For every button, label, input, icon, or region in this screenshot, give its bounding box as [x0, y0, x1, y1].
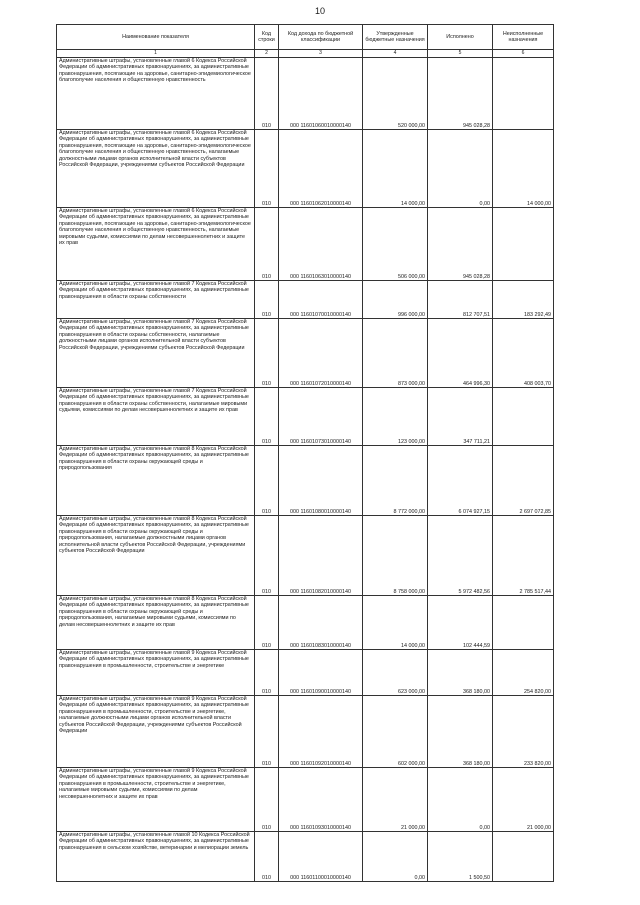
executed-amount: 368 180,00 [428, 696, 493, 768]
table-row [57, 319, 554, 388]
approved-amount: 873 000,00 [363, 319, 428, 388]
unexecuted-amount: 183 292,49 [493, 281, 554, 319]
income-code: 000 11601070010000140 [279, 281, 363, 319]
executed-amount: 347 711,21 [428, 388, 493, 446]
unexecuted-amount: 408 003,70 [493, 319, 554, 388]
executed-amount: 945 028,28 [428, 58, 493, 130]
table-row [57, 446, 554, 516]
unexecuted-amount [493, 596, 554, 650]
executed-amount: 0,00 [428, 130, 493, 208]
line-code: 010 [255, 446, 279, 516]
table-row [57, 832, 554, 882]
line-code: 010 [255, 58, 279, 130]
income-code: 000 11601083010000140 [279, 596, 363, 650]
approved-amount: 602 000,00 [363, 696, 428, 768]
approved-amount: 0,00 [363, 832, 428, 882]
table-row [57, 130, 554, 208]
unexecuted-amount: 233 820,00 [493, 696, 554, 768]
header-approved: Утвержденные бюджетные назначения [363, 25, 428, 50]
unexecuted-amount: 14 000,00 [493, 130, 554, 208]
indicator-name: Административные штрафы, установленные главой 6 Кодекса Российской Федерации об административных правонарушениях, за административные правонарушения, посягающие на здоровье, санитарно-эпидемиологическое благополучие населения и общественную нравственность, налагаемые должностными лицами органов исполнительной власти субъектов Российской Федерации, учреждениями субъектов Российской Федерации [57, 130, 255, 208]
line-code: 010 [255, 319, 279, 388]
approved-amount: 8 772 000,00 [363, 446, 428, 516]
table-row [57, 650, 554, 696]
header-executed: Исполнено [428, 25, 493, 50]
line-code: 010 [255, 516, 279, 596]
column-number: 5 [428, 50, 493, 58]
column-number-row [57, 50, 554, 58]
executed-amount: 102 444,59 [428, 596, 493, 650]
column-number: 4 [363, 50, 428, 58]
line-code: 010 [255, 768, 279, 832]
unexecuted-amount [493, 208, 554, 281]
page-number: 10 [314, 6, 325, 16]
executed-amount: 6 074 927,15 [428, 446, 493, 516]
indicator-name: Административные штрафы, установленные главой 9 Кодекса Российской Федерации об административных правонарушениях, за административные правонарушения в промышленности, строительстве и энергетике [57, 650, 255, 696]
executed-amount: 464 996,30 [428, 319, 493, 388]
executed-amount: 1 500,50 [428, 832, 493, 882]
unexecuted-amount [493, 388, 554, 446]
unexecuted-amount: 2 697 072,85 [493, 446, 554, 516]
approved-amount: 14 000,00 [363, 130, 428, 208]
income-code: 000 11601062010000140 [279, 130, 363, 208]
indicator-name: Административные штрафы, установленные главой 8 Кодекса Российской Федерации об административных правонарушениях, за административные правонарушения в области охраны окружающей среды и природопользования, налагаемые должностными лицами органов исполнительной власти субъектов Российской Федерации, учреждениями субъектов Российской Федерации [57, 516, 255, 596]
income-code: 000 11601063010000140 [279, 208, 363, 281]
approved-amount: 623 000,00 [363, 650, 428, 696]
indicator-name: Административные штрафы, установленные главой 8 Кодекса Российской Федерации об административных правонарушениях, за административные правонарушения в области охраны окружающей среды и природопользования [57, 446, 255, 516]
executed-amount: 0,00 [428, 768, 493, 832]
indicator-name: Административные штрафы, установленные главой 8 Кодекса Российской Федерации об административных правонарушениях, за административные правонарушения в области охраны окружающей среды и природопользования, налагаемые мировыми судьями, комиссиями по делам несовершеннолетних и защите их прав [57, 596, 255, 650]
unexecuted-amount [493, 58, 554, 130]
budget-report-table [56, 24, 554, 882]
indicator-name: Административные штрафы, установленные главой 7 Кодекса Российской Федерации об административных правонарушениях, за административные правонарушения в области охраны собственности [57, 281, 255, 319]
header-name: Наименование показателя [57, 25, 255, 50]
executed-amount: 368 180,00 [428, 650, 493, 696]
column-number: 3 [279, 50, 363, 58]
column-number: 1 [57, 50, 255, 58]
unexecuted-amount: 2 785 517,44 [493, 516, 554, 596]
indicator-name: Административные штрафы, установленные главой 9 Кодекса Российской Федерации об административных правонарушениях, за административные правонарушения в промышленности, строительстве и энергетике, налагаемые мировыми судьями, комиссиями по делам несовершеннолетних и защите их прав [57, 768, 255, 832]
approved-amount: 21 000,00 [363, 768, 428, 832]
approved-amount: 506 000,00 [363, 208, 428, 281]
approved-amount: 8 758 000,00 [363, 516, 428, 596]
indicator-name: Административные штрафы, установленные главой 7 Кодекса Российской Федерации об административных правонарушениях, за административные правонарушения в области охраны собственности, налагаемые мировыми судьями, комиссиями по делам несовершеннолетних и защите их прав [57, 388, 255, 446]
table-row [57, 516, 554, 596]
line-code: 010 [255, 696, 279, 768]
indicator-name: Административные штрафы, установленные главой 6 Кодекса Российской Федерации об административных правонарушениях, за административные правонарушения, посягающие на здоровье, санитарно-эпидемиологическое благополучие населения и общественную нравственность, налагаемые мировыми судьями, комиссиями по делам несовершеннолетних и защите их прав [57, 208, 255, 281]
table-row [57, 58, 554, 130]
line-code: 010 [255, 650, 279, 696]
income-code: 000 11601060010000140 [279, 58, 363, 130]
table-row [57, 388, 554, 446]
header-row [57, 25, 554, 50]
income-code: 000 11601082010000140 [279, 516, 363, 596]
indicator-name: Административные штрафы, установленные главой 10 Кодекса Российской Федерации об административных правонарушениях, за административные правонарушения в сельском хозяйстве, ветеринарии и мелиорации земель [57, 832, 255, 882]
unexecuted-amount: 21 000,00 [493, 768, 554, 832]
executed-amount: 945 028,28 [428, 208, 493, 281]
unexecuted-amount: 254 820,00 [493, 650, 554, 696]
line-code: 010 [255, 208, 279, 281]
table-row [57, 768, 554, 832]
approved-amount: 14 000,00 [363, 596, 428, 650]
line-code: 010 [255, 281, 279, 319]
approved-amount: 996 000,00 [363, 281, 428, 319]
indicator-name: Административные штрафы, установленные главой 7 Кодекса Российской Федерации об административных правонарушениях, за административные правонарушения в области охраны собственности, налагаемые должностными лицами органов исполнительной власти субъектов Российской Федерации, учреждениями субъектов Российской Федерации [57, 319, 255, 388]
income-code: 000 11601080010000140 [279, 446, 363, 516]
income-code: 000 11601092010000140 [279, 696, 363, 768]
income-code: 000 11601093010000140 [279, 768, 363, 832]
table-row [57, 696, 554, 768]
line-code: 010 [255, 596, 279, 650]
line-code: 010 [255, 388, 279, 446]
column-number: 6 [493, 50, 554, 58]
income-code: 000 11601072010000140 [279, 319, 363, 388]
indicator-name: Административные штрафы, установленные главой 9 Кодекса Российской Федерации об административных правонарушениях, за административные правонарушения в промышленности, строительстве и энергетике, налагаемые должностными лицами органов исполнительной власти субъектов Российской Федерации, учреждениями субъектов Российской Федерации [57, 696, 255, 768]
approved-amount: 123 000,00 [363, 388, 428, 446]
table-row [57, 208, 554, 281]
income-code: 000 11601090010000140 [279, 650, 363, 696]
executed-amount: 5 972 482,56 [428, 516, 493, 596]
indicator-name: Административные штрафы, установленные главой 6 Кодекса Российской Федерации об административных правонарушениях, за административные правонарушения, посягающие на здоровье, санитарно-эпидемиологическое благополучие населения и общественную нравственность [57, 58, 255, 130]
table-row [57, 281, 554, 319]
approved-amount: 520 000,00 [363, 58, 428, 130]
header-unexecuted: Неисполненные назначения [493, 25, 554, 50]
header-line: Код строки [255, 25, 279, 50]
executed-amount: 812 707,51 [428, 281, 493, 319]
line-code: 010 [255, 130, 279, 208]
table-row [57, 596, 554, 650]
header-code: Код дохода по бюджетной классификации [279, 25, 363, 50]
line-code: 010 [255, 832, 279, 882]
income-code: 000 11601100010000140 [279, 832, 363, 882]
column-number: 2 [255, 50, 279, 58]
unexecuted-amount [493, 832, 554, 882]
income-code: 000 11601073010000140 [279, 388, 363, 446]
